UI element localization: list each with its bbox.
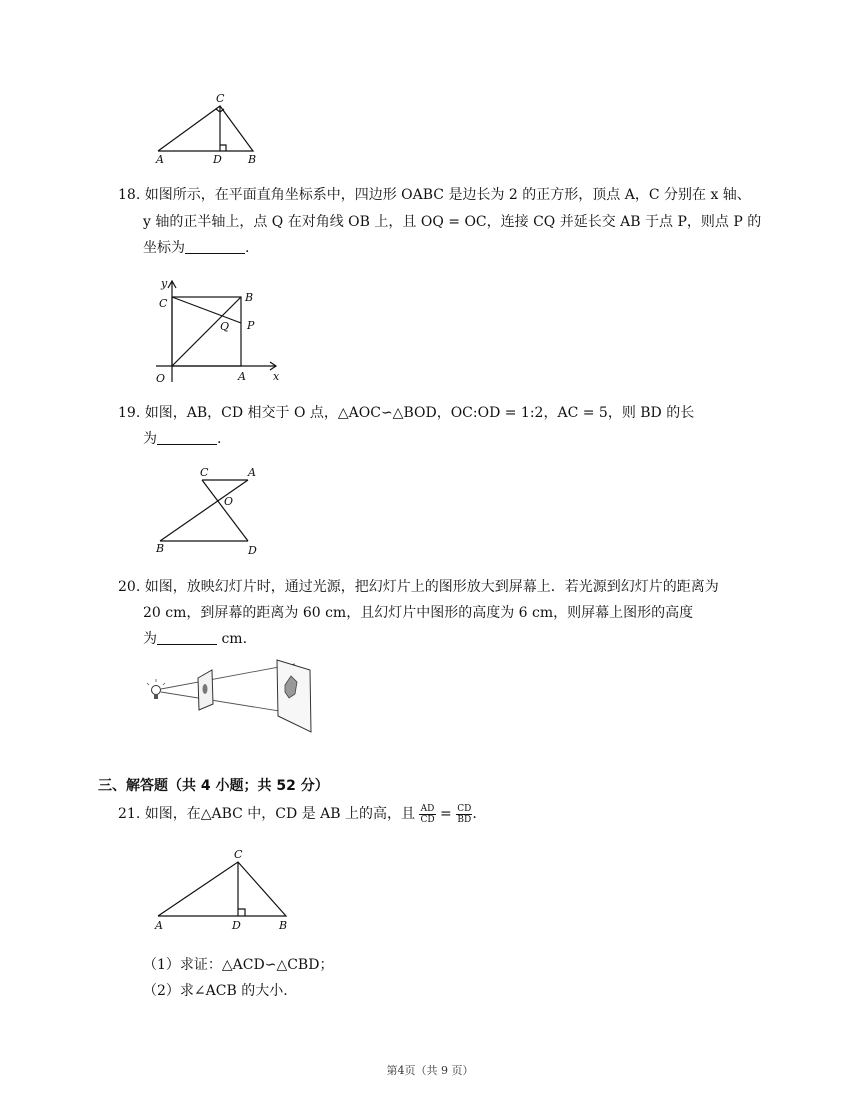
label-C: C	[216, 92, 225, 105]
q21-part2: （2）求∠ACB 的大小.	[143, 983, 288, 999]
q18-line1: 18. 如图所示，在平面直角坐标系中，四边形 OABC 是边长为 2 的正方形，顶点 A，C 分别在 x 轴、	[118, 187, 751, 203]
q19-line1: 19. 如图，AB，CD 相交于 O 点，△AOC∽△BOD，OC:OD = 1:2，AC = 5，则 BD 的长	[118, 405, 695, 421]
q18-line3: 坐标为 .	[143, 235, 249, 261]
label-O: O	[224, 495, 234, 508]
q20-line2: 20 cm，到屏幕的距离为 60 cm，且幻灯片中图形的高度为 6 cm，则屏幕上图形的高度	[143, 605, 694, 621]
label-A: A	[155, 919, 163, 932]
page-footer: 第4页（共 9 页）	[386, 1064, 474, 1077]
label-A: A	[238, 370, 246, 383]
label-A: A	[156, 153, 164, 166]
label-D: D	[232, 919, 241, 932]
label-B: B	[279, 919, 288, 932]
label-y: y	[161, 277, 168, 290]
figure-q21-right-triangle	[150, 842, 300, 934]
q20-line1: 20. 如图，放映幻灯片时，通过光源，把幻灯片上的图形放大到屏幕上．若光源到幻灯片的距离为	[118, 579, 719, 595]
answer-blank-19	[157, 428, 217, 445]
label-C: C	[200, 466, 209, 479]
label-B: B	[248, 153, 257, 166]
q21-statement: 21. 如图，在△ABC 中，CD 是 AB 上的高，且 $\frac{AD}{CD}$ = $\frac{CD}{BD}$ .	[118, 803, 477, 825]
label-P: P	[247, 319, 255, 332]
label-B: B	[245, 291, 254, 304]
label-C: C	[159, 297, 168, 310]
section-title: 三、解答题（共 4 小题；共 52 分）	[98, 778, 329, 794]
answer-blank-20	[157, 628, 217, 645]
q21-part1: （1）求证：△ACD∽△CBD；	[143, 957, 334, 973]
label-A: A	[248, 466, 256, 479]
figure-q19-crossing-triangles	[150, 462, 270, 558]
label-D: D	[213, 153, 222, 166]
label-B: B	[156, 542, 165, 555]
figure-q18-coordinate-square	[150, 272, 290, 390]
label-D: D	[248, 544, 257, 557]
label-C: C	[234, 848, 243, 861]
figure-top-triangle	[150, 90, 270, 166]
label-Q: Q	[220, 320, 230, 333]
fraction-cd-bd: $\frac{CD}{BD}$	[457, 803, 472, 825]
q19-line2: 为 .	[143, 426, 221, 452]
label-x: x	[273, 370, 280, 383]
q18-line2: y 轴的正半轴上，点 Q 在对角线 OB 上，且 OQ = OC，连接 CQ 并延长交 AB 于点 P，则点 P 的	[143, 214, 762, 230]
fraction-ad-cd: $\frac{AD}{CD}$	[420, 803, 435, 825]
figure-q20-slide-projector	[145, 652, 325, 734]
label-O: O	[156, 372, 166, 385]
q20-line3: 为 cm.	[143, 626, 247, 652]
answer-blank-18	[185, 237, 245, 254]
